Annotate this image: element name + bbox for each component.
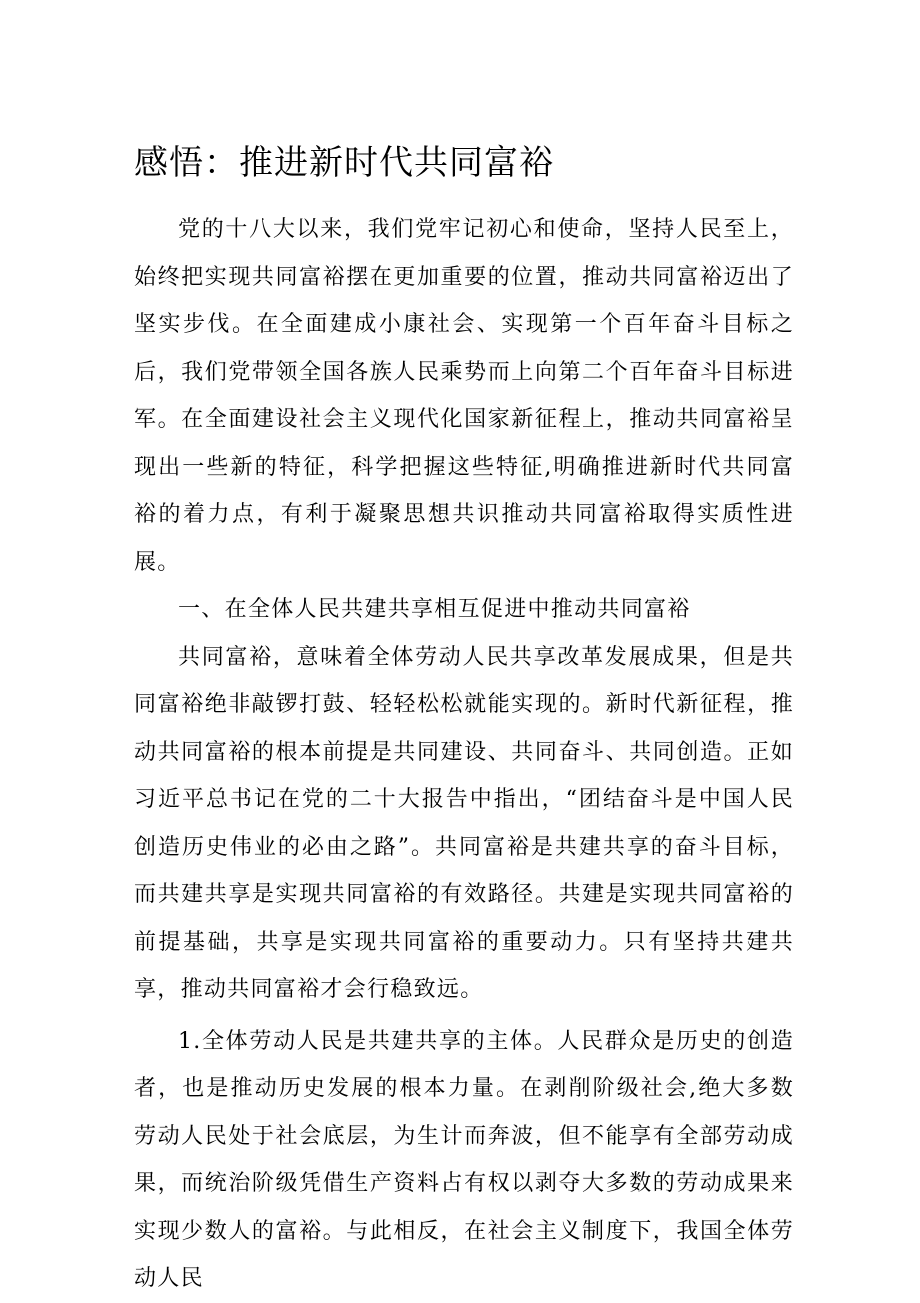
intro-paragraph: 党的十八大以来，我们党牢记初心和使命，坚持人民至上，始终把实现共同富裕摆在更加重要的位置，推动共同富裕迈出了坚实步伐。在全面建成小康社会、实现第一个百年奋斗目标之后，我们党带领全国各族人民乘势而上向第二个百年奋斗目标进军。在全面建设社会主义现代化国家新征程上，推动共同富裕呈现出一些新的特征，科学把握这些特征,明确推进新时代共同富裕的着力点，有利于凝聚思想共识推动共同富裕取得实质性进展。 <box>134 217 794 575</box>
section-paragraph: 共同富裕，意味着全体劳动人民共享改革发展成果，但是共同富裕绝非敲锣打鼓、轻轻松松就能实现的。新时代新征程，推动共同富裕的根本前提是共同建设、共同奋斗、共同创造。正如习近平总书记在党的二十大报告中指出，“团结奋斗是中国人民创造历史伟业的必由之路”。共同富裕是共建共享的奋斗目标，而共建共享是实现共同富裕的有效路径。共建是实现共同富裕的前提基础，共享是实现共同富裕的重要动力。只有坚持共建共享，推动共同富裕才会行稳致远。 <box>134 644 794 1002</box>
document-body <box>134 206 794 1303</box>
section-heading: 一、在全体人民共建共享相互促进中推动共同富裕 <box>178 597 691 622</box>
numbered-paragraph: 1.全体劳动人民是共建共享的主体。人民群众是历史的创造者，也是推动历史发展的根本力量。在剥削阶级社会,绝大多数劳动人民处于社会底层，为生计而奔波，但不能享有全部劳动成果，而统治阶级凭借生产资料占有权以剥夺大多数的劳动成果来实现少数人的富裕。与此相反，在社会主义制度下，我国全体劳动人民 <box>134 1028 794 1291</box>
document-title: 感悟：推进新时代共同富裕 <box>134 143 554 183</box>
